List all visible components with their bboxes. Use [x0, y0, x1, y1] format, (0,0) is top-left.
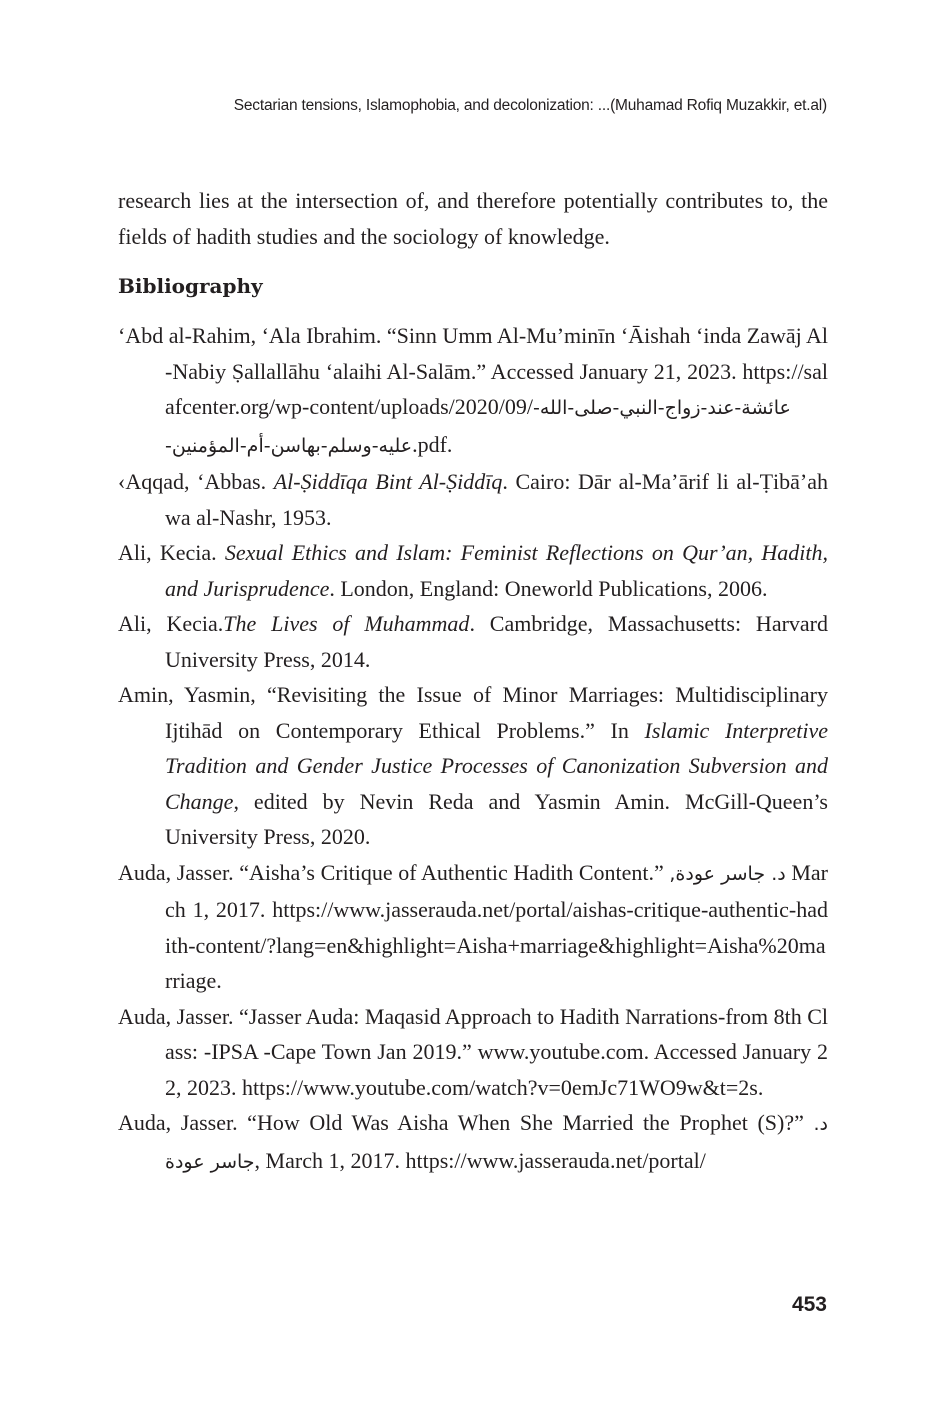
entry-title: Islamic Interpretive Tradition and Gender Justice Processes of Canonization Subversion and Change	[165, 717, 829, 814]
entry-tail: .pdf.	[412, 431, 453, 457]
running-header: Sectarian tensions, Islamophobia, and decolonization: ...(Muhamad Rofiq Muzakkir, et.al)	[233, 97, 827, 114]
entry-title: The Lives of Muhammad	[223, 611, 470, 636]
entry-lead: Auda, Jasser. “Aisha’s Critique of Authentic Hadith Content.”	[118, 859, 670, 885]
entry-tail: . Cairo: Dār al-Ma’ārif li al-Ṭibā’ah wa al-Nashr, 1953.	[165, 469, 828, 530]
bib-entry-aqqad	[118, 464, 828, 535]
entry-lead: ‘Abd al-Rahim, ‘Ala Ibrahim. “Sinn Umm Al-Mu’minīn ‘Āishah ‘inda Zawāj Al-Nabiy Ṣallallāhu ‘alaihi Al-Salām.” Accessed January 21, 2023. https://salafcenter.org/wp-content/uploads/2020/09/	[118, 323, 828, 419]
entry-title: Al-Ṣiddīqa Bint Al-Ṣiddīq	[273, 469, 503, 494]
bib-entry-auda-critique	[118, 855, 828, 999]
entry-arabic-text: د. جاسر عودة,	[669, 862, 786, 885]
bib-entry-abd-al-rahim	[118, 318, 828, 464]
page-number: 453	[791, 1293, 827, 1316]
entry-arabic-text: د. جاسر عودة	[165, 1113, 828, 1173]
bibliography-heading: Bibliography	[118, 274, 263, 298]
bibliography-list	[118, 318, 828, 1180]
intro-paragraph: research lies at the intersection of, and therefore potentially contributes to, the fields of hadith studies and the sociology of knowledge.	[118, 188, 828, 249]
entry-lead: Ali, Kecia.	[118, 611, 224, 636]
entry-lead: Amin, Yasmin, “Revisiting the Issue of Minor Marriages: Multidisciplinary Ijtihād on Contemporary Ethical Problems.” In	[118, 682, 828, 743]
entry-tail: March 1, 2017. https://www.jasserauda.net/portal/aishas-critique-authentic-hadith-content/?lang=en&highlight=Aisha+marriage&highlight=Aisha%20marriage.	[165, 859, 828, 993]
bib-entry-auda-how-old	[118, 1105, 828, 1180]
entry-arabic-text: عائشة-عند-زواج-النبي-صلى-الله-عليه-وسلم-بهاسن-أم-المؤمنين-	[165, 397, 791, 457]
entry-tail: . London, England: Oneworld Publications, 2006.	[329, 575, 768, 601]
entry-tail: , March 1, 2017. https://www.jasserauda.net/portal/	[254, 1147, 706, 1173]
bib-entry-amin	[118, 677, 828, 855]
entry-lead: Auda, Jasser. “Jasser Auda: Maqasid Approach to Hadith Narrations-from 8th Class: -IPSA -Cape Town Jan 2019.” www.youtube.com. Accessed January 22, 2023. https://www.youtube.com/watch?v=0emJc71WO9w&t=2s.	[118, 1003, 828, 1100]
entry-tail: . Cambridge, Massachusetts: Harvard University Press, 2014.	[165, 611, 828, 672]
bib-entry-ali-lives	[118, 606, 828, 677]
entry-lead: Auda, Jasser. “How Old Was Aisha When She Married the Prophet (S)?”	[118, 1110, 814, 1135]
entry-title: Sexual Ethics and Islam: Feminist Reflections on Qur’an, Hadith, and Jurisprudence	[165, 540, 829, 601]
bib-entry-ali-sexual-ethics	[118, 535, 828, 606]
entry-lead: Ali, Kecia.	[118, 540, 225, 565]
entry-tail: , edited by Nevin Reda and Yasmin Amin. McGill-Queen’s University Press, 2020.	[165, 788, 828, 849]
entry-lead: ‹Aqqad, ‘Abbas.	[118, 469, 274, 494]
bib-entry-auda-maqasid	[118, 999, 828, 1106]
